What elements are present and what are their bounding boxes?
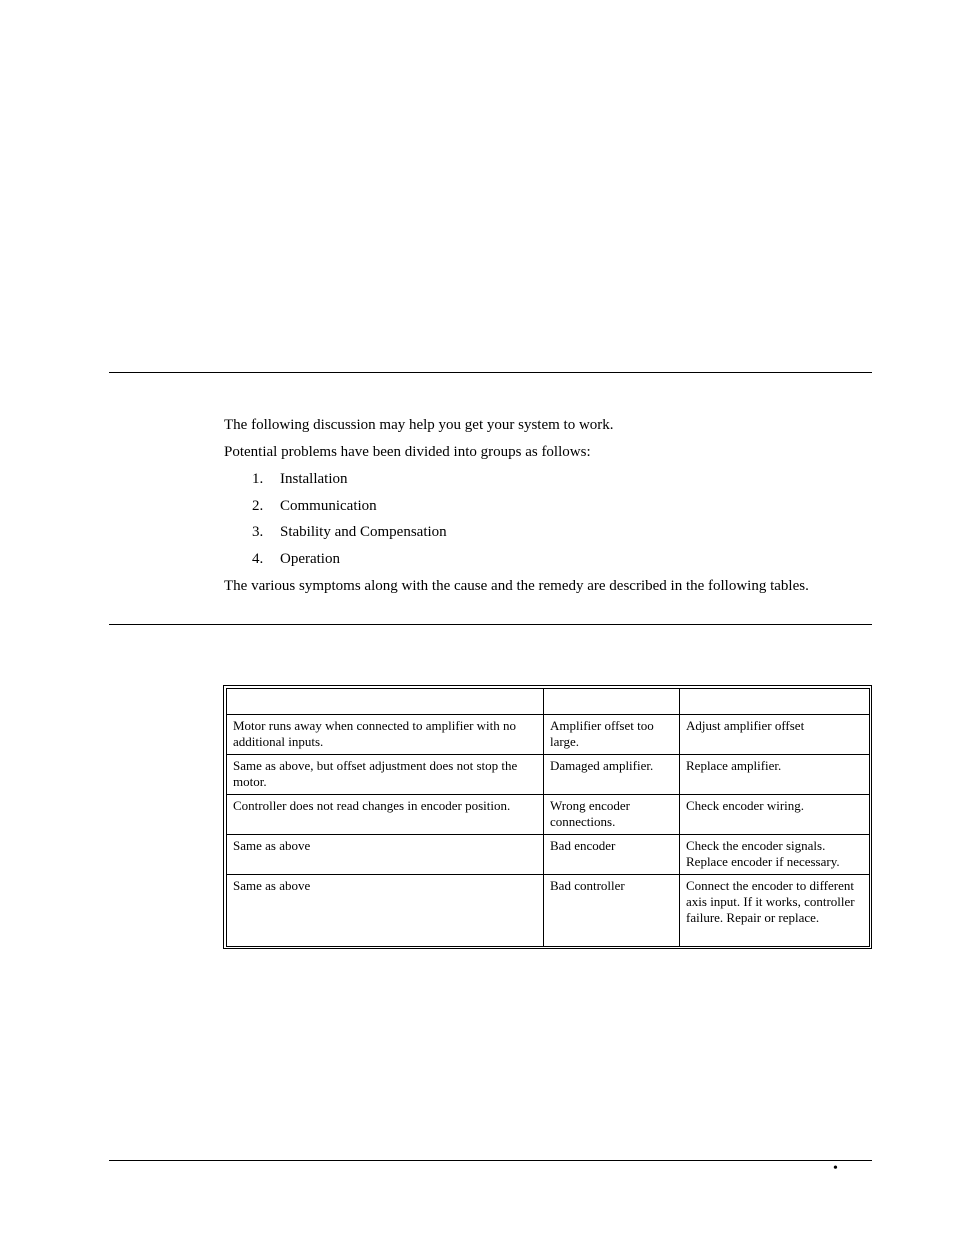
header-cell-symptom xyxy=(227,689,544,715)
symptom-cell: Controller does not read changes in encoder position. xyxy=(227,795,544,835)
table-row xyxy=(227,835,870,875)
list-label: Operation xyxy=(280,551,340,567)
remedy-cell: Replace amplifier. xyxy=(680,755,870,795)
list-number: 1. xyxy=(252,471,264,487)
cause-cell: Bad encoder xyxy=(544,835,680,875)
symptom-cell: Same as above xyxy=(227,875,544,947)
troubleshooting-grid xyxy=(226,688,870,947)
table-row xyxy=(227,875,870,947)
troubleshooting-table xyxy=(223,685,872,949)
table-row xyxy=(227,755,870,795)
list-item-installation xyxy=(252,470,348,488)
list-item-operation xyxy=(252,550,340,568)
remedy-cell: Check encoder wiring. xyxy=(680,795,870,835)
list-label: Installation xyxy=(280,471,348,487)
footer-divider xyxy=(109,1160,872,1161)
intro-paragraph-3: The various symptoms along with the cause and the remedy are described in the following tables. xyxy=(224,578,809,594)
footer-bullet: • xyxy=(833,1161,838,1176)
remedy-cell: Check the encoder signals. Replace encoder if necessary. xyxy=(680,835,870,875)
table-row xyxy=(227,715,870,755)
cause-cell: Bad controller xyxy=(544,875,680,947)
header-cell-cause xyxy=(544,689,680,715)
remedy-cell: Adjust amplifier offset xyxy=(680,715,870,755)
list-number: 3. xyxy=(252,524,264,540)
table-header-row xyxy=(227,689,870,715)
list-item-stability xyxy=(252,523,447,541)
section-divider-top xyxy=(109,372,872,373)
list-label: Communication xyxy=(280,498,377,514)
cause-cell: Wrong encoder connections. xyxy=(544,795,680,835)
cause-cell: Damaged amplifier. xyxy=(544,755,680,795)
table-row xyxy=(227,795,870,835)
intro-paragraph-2: Potential problems have been divided into groups as follows: xyxy=(224,444,591,460)
intro-paragraph-1: The following discussion may help you get your system to work. xyxy=(224,417,614,433)
list-number: 4. xyxy=(252,551,264,567)
section-divider-middle xyxy=(109,624,872,625)
symptom-cell: Same as above, but offset adjustment does not stop the motor. xyxy=(227,755,544,795)
symptom-cell: Same as above xyxy=(227,835,544,875)
list-number: 2. xyxy=(252,498,264,514)
header-cell-remedy xyxy=(680,689,870,715)
symptom-cell: Motor runs away when connected to amplifier with no additional inputs. xyxy=(227,715,544,755)
list-item-communication xyxy=(252,497,377,515)
list-label: Stability and Compensation xyxy=(280,524,447,540)
remedy-cell: Connect the encoder to different axis input. If it works, controller failure. Repair or replace. xyxy=(680,875,870,947)
cause-cell: Amplifier offset too large. xyxy=(544,715,680,755)
